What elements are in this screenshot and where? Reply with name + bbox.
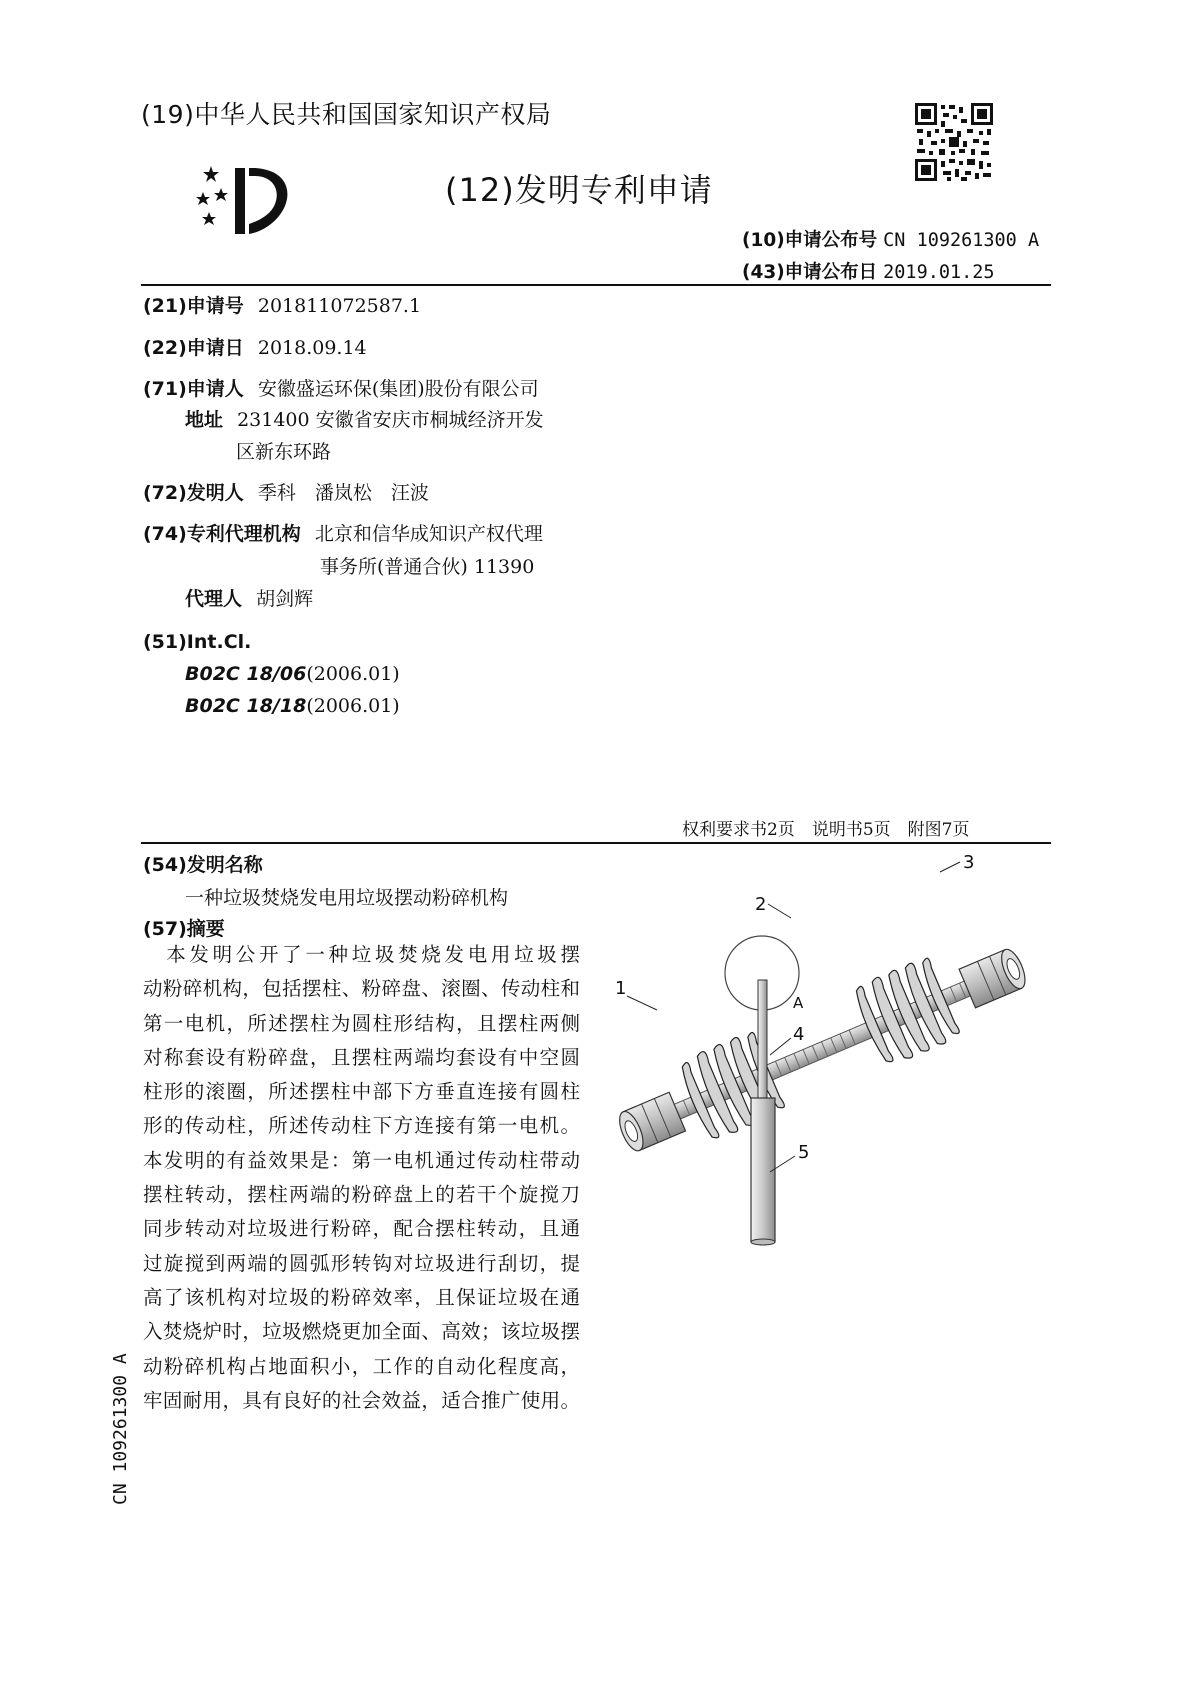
- abstract-line: 动粉碎机构，包括摆柱、粉碎盘、滚圈、传动柱和: [143, 977, 580, 1001]
- applicant-label: (71)申请人: [143, 378, 244, 400]
- swing-shaft: [605, 924, 1038, 1173]
- address-line-1: 231400 安徽省安庆市桐城经济开发: [237, 409, 544, 431]
- int-cl: [143, 627, 251, 657]
- abstract-line: 动粉碎机构占地面积小，工作的自动化程度高，: [143, 1354, 580, 1378]
- abstract-figure: [615, 852, 1065, 1354]
- ipc-code: B02C 18/06: [185, 663, 307, 685]
- cnipa-logo: [195, 162, 315, 246]
- right-crushing-discs: [851, 956, 962, 1069]
- ipc-version: (2006.01): [306, 663, 400, 685]
- inventors-value: 季科 潘岚松 汪波: [257, 482, 429, 504]
- drive-column: [758, 980, 767, 1100]
- invention-title-label: [143, 850, 263, 880]
- header-divider: [141, 284, 1051, 286]
- address-line-2: 区新东环路: [236, 441, 332, 463]
- figure-label-5: 5: [798, 1142, 810, 1163]
- address-label: 地址: [185, 409, 224, 431]
- inventors: [143, 478, 429, 508]
- invention-title-label-text: (54)发明名称: [143, 854, 263, 876]
- qr-code-image: [915, 103, 993, 181]
- ipc-code: B02C 18/18: [185, 695, 307, 717]
- abstract-line: 高了该机构对垃圾的粉碎效率，且保证垃圾在通: [143, 1285, 580, 1309]
- application-date-label: (22)申请日: [143, 337, 244, 359]
- invention-title: 一种垃圾焚烧发电用垃圾摆动粉碎机构: [185, 887, 509, 909]
- abstract-line: 本发明的有益效果是：第一电机通过传动柱带动: [143, 1148, 580, 1172]
- star-icon: [214, 188, 228, 201]
- abstract-line: 牢固耐用，具有良好的社会效益，适合推广使用。: [143, 1388, 580, 1412]
- abstract-line: 形的传动柱，所述传动柱下方连接有第一电机。: [143, 1114, 580, 1138]
- patent-agency-line-1: 北京和信华成知识产权代理: [314, 523, 543, 545]
- agent: [185, 584, 313, 614]
- publication-date: [742, 258, 995, 284]
- address: [185, 405, 544, 435]
- patent-agency: [143, 519, 543, 549]
- publication-date-value: 2019.01.25: [883, 262, 995, 283]
- star-icon: [202, 212, 216, 225]
- side-document-number: CN 109261300 A: [110, 1353, 131, 1505]
- publication-date-label: (43)申请公布日: [742, 262, 878, 283]
- ipc-version: (2006.01): [306, 695, 400, 717]
- figure-label-4: 4: [793, 1024, 805, 1045]
- applicant: [143, 374, 539, 404]
- publication-number-value: CN 109261300 A: [883, 230, 1040, 251]
- document-type: (12)发明专利申请: [445, 171, 713, 209]
- office-name: (19)中华人民共和国国家知识产权局: [141, 100, 552, 129]
- figure-label-detail: A: [793, 994, 804, 1012]
- ipc-entry: [185, 659, 400, 689]
- figure-label-1: 1: [615, 978, 627, 999]
- abstract-text: [143, 938, 580, 1418]
- ipc-entry: [185, 691, 400, 721]
- star-icon: [196, 192, 210, 205]
- abstract-label-text: (57)摘要: [143, 918, 225, 940]
- application-number-value: 201811072587.1: [257, 295, 422, 317]
- patent-agency-label: (74)专利代理机构: [143, 523, 301, 545]
- publication-number: [742, 226, 1039, 252]
- application-date: [143, 333, 367, 363]
- abstract-line: 摆柱转动，摆柱两端的粉碎盘上的若干个旋搅刀: [143, 1183, 580, 1207]
- figure-label-3: 3: [963, 852, 975, 873]
- application-number: [143, 291, 421, 321]
- application-date-value: 2018.09.14: [257, 337, 367, 359]
- abstract-line: 入焚烧炉时，垃圾燃烧更加全面、高效；该垃圾摆: [143, 1320, 580, 1344]
- crusher-mechanism-drawing: [615, 852, 1065, 1350]
- applicant-value: 安徽盛运环保(集团)股份有限公司: [257, 378, 539, 400]
- agent-value: 胡剑辉: [256, 588, 314, 610]
- first-motor: [751, 1098, 775, 1242]
- abstract-line: 柱形的滚圈，所述摆柱中部下方垂直连接有圆柱: [143, 1080, 580, 1104]
- abstract-line: 对称套设有粉碎盘，且摆柱两端均套设有中空圆: [143, 1045, 580, 1069]
- left-roller: [615, 1092, 686, 1154]
- figure-label-2: 2: [755, 894, 767, 915]
- abstract-line: 过旋搅到两端的圆弧形转钩对垃圾进行刮切，提: [143, 1251, 580, 1275]
- int-cl-label: (51)Int.Cl.: [143, 631, 252, 653]
- abstract-line: 同步转动对垃圾进行粉碎，配合摆柱转动，且通: [143, 1217, 580, 1241]
- abstract-line: 本发明公开了一种垃圾焚烧发电用垃圾摆: [143, 943, 580, 966]
- title-divider: [141, 842, 1051, 844]
- star-icon: [203, 166, 219, 182]
- right-roller: [959, 946, 1030, 1008]
- qr-code: [915, 103, 993, 185]
- inventors-label: (72)发明人: [143, 482, 244, 504]
- abstract-line: 第一电机，所述摆柱为圆柱形结构，且摆柱两侧: [143, 1011, 580, 1035]
- publication-number-label: (10)申请公布号: [742, 230, 878, 251]
- patent-agency-line-2: 事务所(普通合伙) 11390: [320, 556, 535, 578]
- page-counts: 权利要求书2页 说明书5页 附图7页: [682, 820, 970, 840]
- agent-label: 代理人: [185, 588, 243, 610]
- application-number-label: (21)申请号: [143, 295, 244, 317]
